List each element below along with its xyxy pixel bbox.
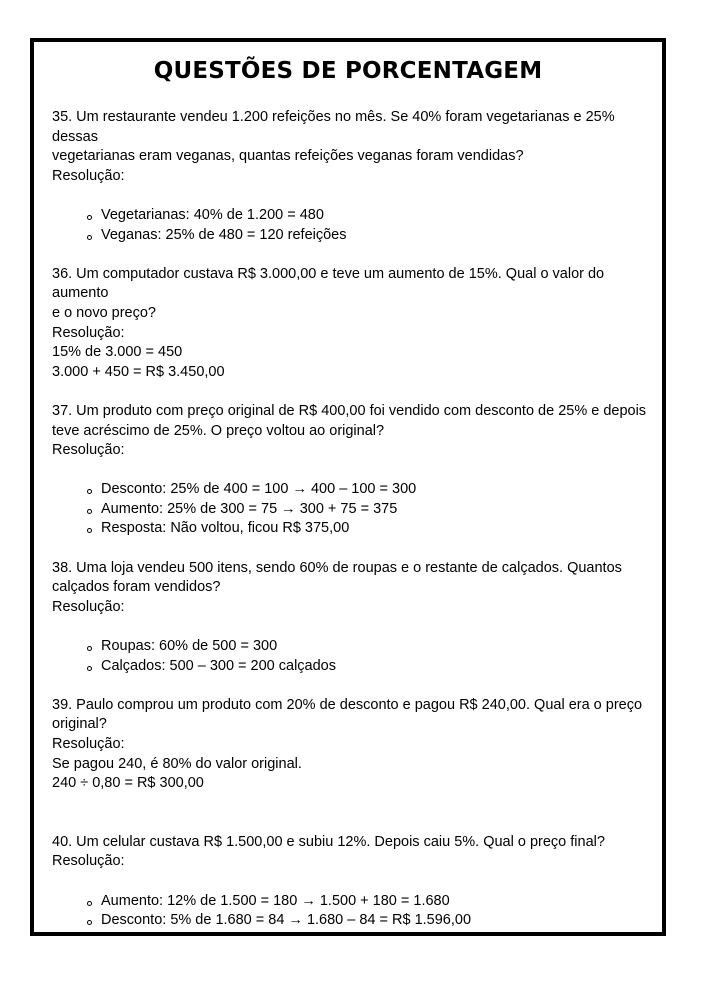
list-item: Desconto: 25% de 400 = 100 → 400 – 100 = 300 — [52, 480, 662, 500]
resolution-steps — [52, 480, 662, 539]
question-list — [52, 108, 662, 931]
resolution-steps — [52, 206, 662, 245]
question-text: e o novo preço? — [52, 304, 156, 321]
list-item: Roupas: 60% de 500 = 300 — [52, 637, 662, 657]
question-text: 35. Um restaurante vendeu 1.200 refeições no mês. Se 40% foram vegetarianas e 25% dessas — [52, 109, 615, 145]
resolution-line: 15% de 3.000 = 450 — [52, 344, 183, 361]
question-text: original? — [52, 716, 107, 733]
resolution-label: Resolução: — [52, 598, 125, 615]
question-text: 40. Um celular custava R$ 1.500,00 e subiu 12%. Depois caiu 5%. Qual o preço final? — [52, 833, 605, 850]
question-text: teve acréscimo de 25%. O preço voltou ao original? — [52, 422, 385, 439]
page-title: QUESTÕES DE PORCENTAGEM — [153, 58, 543, 84]
question-36 — [52, 265, 662, 383]
resolution-line: Se pagou 240, é 80% do valor original. — [52, 755, 302, 772]
list-item: Veganas: 25% de 480 = 120 refeições — [52, 226, 662, 246]
resolution-label: Resolução: — [52, 324, 125, 341]
list-item: Aumento: 12% de 1.500 = 180 → 1.500 + 180 = 1.680 — [52, 892, 662, 912]
question-text: 38. Uma loja vendeu 500 itens, sendo 60% de roupas e o restante de calçados. Quantos — [52, 559, 622, 576]
question-35 — [52, 108, 662, 245]
question-38 — [52, 559, 662, 677]
resolution-label: Resolução: — [52, 167, 125, 184]
question-text: 39. Paulo comprou um produto com 20% de desconto e pagou R$ 240,00. Qual era o preço — [52, 696, 643, 713]
question-40 — [52, 833, 662, 931]
question-39 — [52, 696, 662, 794]
list-item: Aumento: 25% de 300 = 75 → 300 + 75 = 375 — [52, 500, 662, 520]
resolution-line: 3.000 + 450 = R$ 3.450,00 — [52, 363, 225, 380]
resolution-label: Resolução: — [52, 853, 125, 870]
list-item: Desconto: 5% de 1.680 = 84 → 1.680 – 84 = R$ 1.596,00 — [52, 911, 662, 931]
resolution-steps — [52, 637, 662, 676]
question-text: vegetarianas eram veganas, quantas refeições veganas foram vendidas? — [52, 148, 524, 165]
resolution-label: Resolução: — [52, 736, 125, 752]
question-text: 37. Um produto com preço original de R$ 400,00 foi vendido com desconto de 25% e depois — [52, 402, 647, 419]
resolution-label: Resolução: — [52, 442, 125, 459]
question-text: 36. Um computador custava R$ 3.000,00 e teve um aumento de 15%. Qual o valor do aumento — [52, 265, 605, 302]
list-item: Vegetarianas: 40% de 1.200 = 480 — [52, 206, 662, 226]
list-item: Calçados: 500 – 300 = 200 calçados — [52, 657, 662, 677]
page-frame — [30, 38, 666, 936]
question-37 — [52, 402, 662, 539]
question-text: calçados foram vendidos? — [52, 579, 221, 596]
list-item: Resposta: Não voltou, ficou R$ 375,00 — [52, 519, 662, 539]
resolution-steps — [52, 892, 662, 931]
resolution-line: 240 ÷ 0,80 = R$ 300,00 — [52, 775, 204, 792]
